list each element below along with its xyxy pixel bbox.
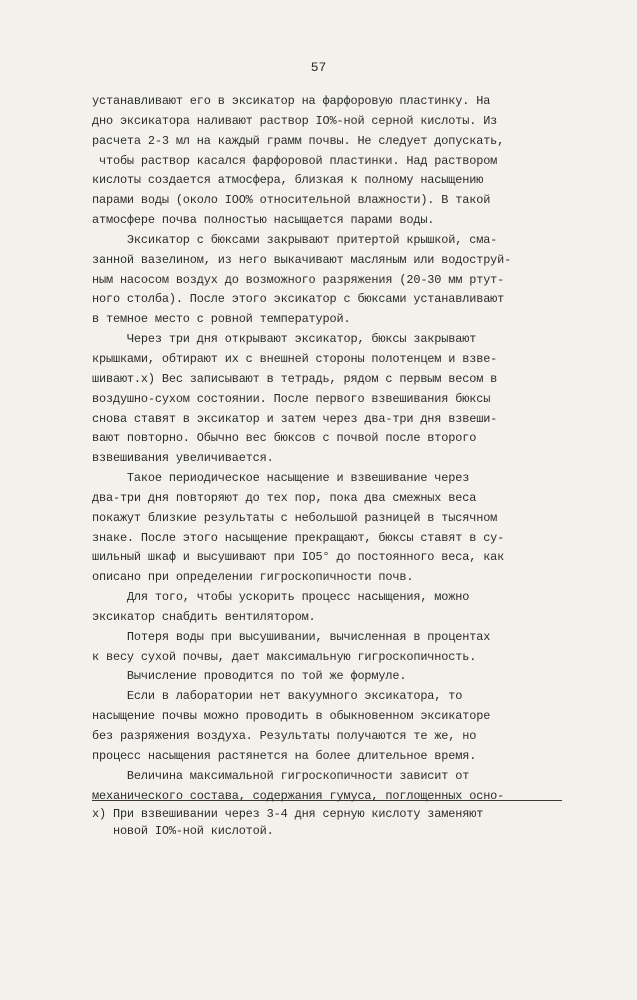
page-number: 57 <box>310 60 327 75</box>
text-line: эксикатор снабдить вентилятором. <box>92 609 316 624</box>
text-line: Такое периодическое насыщение и взвешивание через <box>92 471 470 486</box>
text-line: парами воды (около IOO% относительной влажности). В такой <box>92 193 491 208</box>
text-line: Через три дня открывают эксикатор, бюксы закрывают <box>92 332 477 347</box>
text-line: Для того, чтобы ускорить процесс насыщения, можно <box>92 590 470 605</box>
body-text <box>92 92 532 806</box>
text-line: Величина максимальной гигроскопичности зависит от <box>92 768 470 783</box>
footnote <box>92 806 562 839</box>
text-line: вают повторно. Обычно вес бюксов с почвой после второго <box>92 431 477 446</box>
text-line: процесс насыщения растянется на более длительное время. <box>92 748 477 763</box>
text-line: чтобы раствор касался фарфоровой пластинки. Над раствором <box>92 153 498 168</box>
text-line: описано при определении гигроскопичности почв. <box>92 570 414 585</box>
text-line: снова ставят в эксикатор и затем через два-три дня взвеши- <box>92 411 498 426</box>
text-line: воздушно-сухом состоянии. После первого взвешивания бюксы <box>92 391 491 406</box>
text-line: ного столба). После этого эксикатор с бюксами устанавливают <box>92 292 505 307</box>
text-line: знаке. После этого насыщение прекращают, бюксы ставят в су- <box>92 530 505 545</box>
text-line: шильный шкаф и высушивают при IO5° до постоянного веса, как <box>92 550 505 565</box>
text-line: Эксикатор с бюксами закрывают притертой крышкой, сма- <box>92 232 498 247</box>
footnote-divider <box>92 800 562 801</box>
text-line: взвешивания увеличивается. <box>92 451 274 466</box>
text-line: шивают.x) Вес записывают в тетрадь, рядом с первым весом в <box>92 371 498 386</box>
text-line: Потеря воды при высушивании, вычисленная в процентах <box>92 629 491 644</box>
footnote-line: x) При взвешивании через 3-4 дня серную кислоту заменяют <box>92 807 484 821</box>
text-line: кислоты создается атмосфера, близкая к полному насыщению <box>92 173 484 188</box>
text-line: крышками, обтирают их с внешней стороны полотенцем и взве- <box>92 351 498 366</box>
text-line: Вычисление проводится по той же формуле. <box>92 669 407 684</box>
text-line: занной вазелином, из него выкачивают масляным или водоструй- <box>92 252 512 267</box>
text-line: покажут близкие результаты с небольшой разницей в тысячном <box>92 510 498 525</box>
text-line: ным насосом воздух до возможного разряжения (20-30 мм ртут- <box>92 272 505 287</box>
text-line: Если в лаборатории нет вакуумного эксикатора, то <box>92 689 463 704</box>
text-line: два-три дня повторяют до тех пор, пока два смежных веса <box>92 490 477 505</box>
text-line: устанавливают его в эксикатор на фарфоровую пластинку. На <box>92 94 491 108</box>
text-line: насыщение почвы можно проводить в обыкновенном эксикаторе <box>92 709 491 724</box>
text-line: в темное место с ровной температурой. <box>92 312 351 327</box>
text-line: без разряжения воздуха. Результаты получаются те же, но <box>92 729 477 743</box>
footnote-line: новой IO%-ной кислотой. <box>92 823 274 838</box>
text-line: расчета 2-3 мл на каждый грамм почвы. Не следует допускать, <box>92 133 505 148</box>
text-line: к весу сухой почвы, дает максимальную гигроскопичность. <box>92 649 477 664</box>
text-line: атмосфере почва полностью насыщается парами воды. <box>92 213 435 228</box>
text-line: механического состава, содержания гумуса, поглощенных осно- <box>92 788 505 803</box>
text-line: дно эксикатора наливают раствор IO%-ной серной кислоты. Из <box>92 113 498 128</box>
